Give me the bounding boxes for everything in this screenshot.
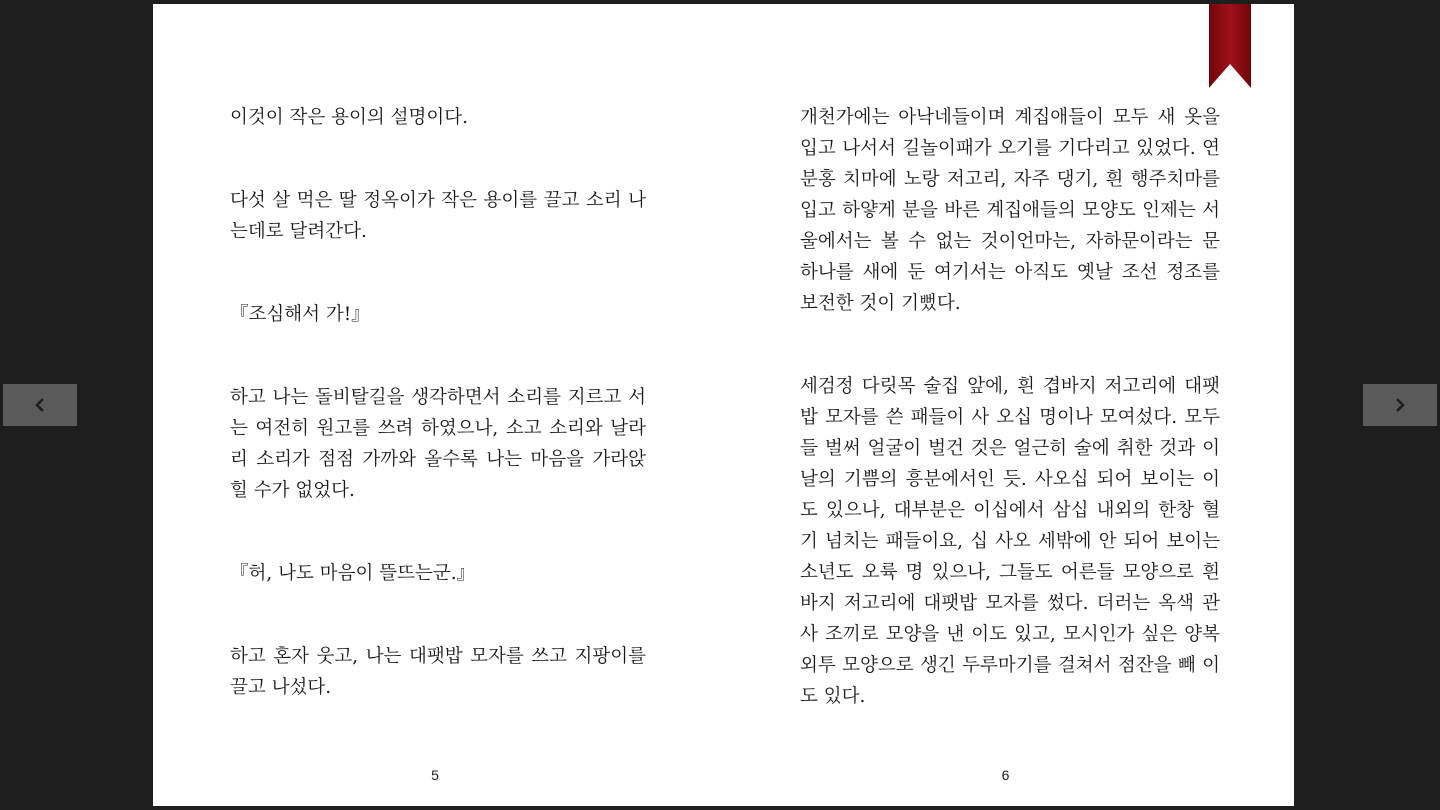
right-page [723, 4, 1294, 806]
chevron-left-icon [34, 398, 46, 412]
previous-page-button[interactable] [3, 384, 77, 426]
paragraph: 『조심해서 가!』 [230, 304, 370, 325]
bookmark-ribbon-icon[interactable] [1209, 4, 1251, 88]
paragraph: 이것이 작은 용이의 설명이다. [230, 107, 468, 128]
paragraph: 개천가에는 아낙네들이며 계집애들이 모두 새 옷을 입고 나서서 길놀이패가 오기를 기다리고 있었다. 연분홍 치마에 노랑 저고리, 자주 댕기, 흰 행주치마를 입고 하얗게 분을 바른 계집애들의 모양도 인제는 서울에서는 볼 수 없는 것이언마는, 자하문이라는 문 하나를 새에 둔 여기서는 아직도 옛날 조선 정조를 보전한 것이 기뻤다. [800, 107, 1220, 314]
left-page [153, 4, 723, 806]
paragraph: 세검정 다릿목 술집 앞에, 흰 겹바지 저고리에 대팻밥 모자를 쓴 패들이 사 오십 명이나 모여섰다. 모두들 벌써 얼굴이 벌건 것은 얼근히 술에 취한 것과 이날의 기쁨의 흥분에서인 듯. 사오십 되어 보이는 이도 있으나, 대부분은 이십에서 삼십 내외의 한창 혈기 넘치는 패들이요, 십 사오 세밖에 안 되어 보이는 소년도 오륙 명 있으나, 그들도 어른들 모양으로 흰 바지 저고리에 대팻밥 모자를 썼다. 더러는 옥색 관사 조끼로 모양을 낸 이도 있고, 모시인가 싶은 양복 외투 모양으로 생긴 두루마기를 걸쳐서 점잔을 빼 이도 있다. [800, 376, 1220, 707]
book-spread [153, 4, 1294, 806]
left-page-text [230, 102, 646, 755]
next-page-button[interactable] [1363, 384, 1437, 426]
paragraph: 『허, 나도 마음이 뜰뜨는군.』 [230, 563, 476, 584]
chevron-right-icon [1394, 398, 1406, 412]
page-number: 5 [431, 767, 439, 783]
paragraph: 하고 나는 돌비탈길을 생각하면서 소리를 지르고 서는 여전히 원고를 쓰려 하였으나, 소고 소리와 날라리 소리가 점점 가까와 올수록 나는 마음을 가라앉힐 수가 없었다. [230, 387, 646, 501]
paragraph: 하고 혼자 웃고, 나는 대팻밥 모자를 쓰고 지팡이를 끌고 나섰다. [230, 646, 646, 698]
right-page-text [800, 102, 1220, 764]
page-number: 6 [1001, 767, 1010, 783]
paragraph: 다섯 살 먹은 딸 정옥이가 작은 용이를 끌고 소리 나는데로 달려간다. [230, 190, 646, 242]
